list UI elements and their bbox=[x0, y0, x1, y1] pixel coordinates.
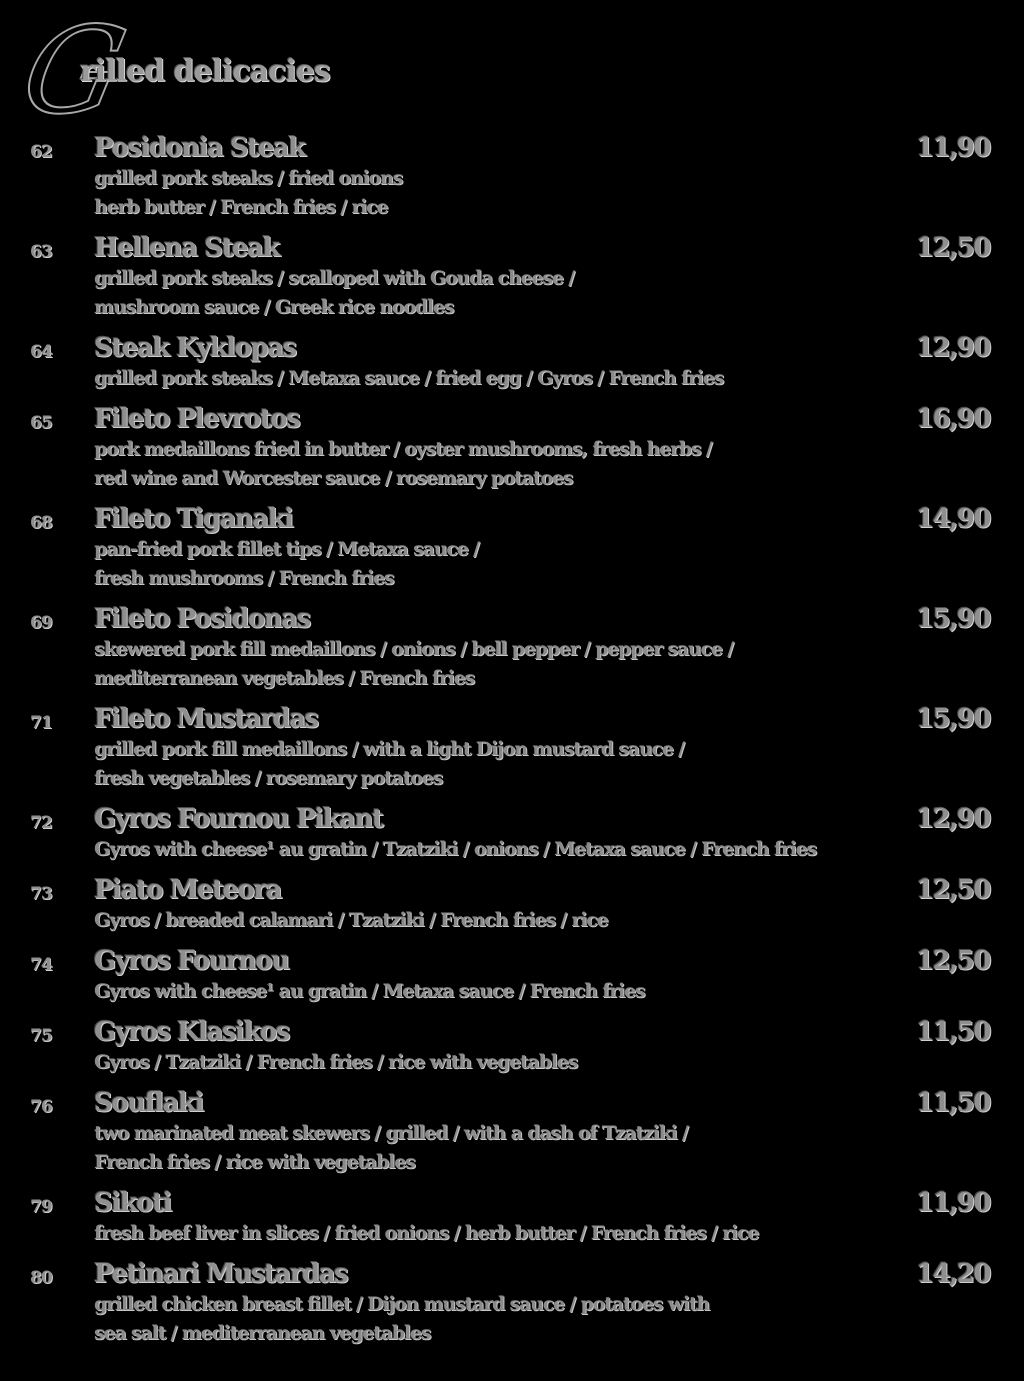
menu-item bbox=[0, 1187, 1024, 1248]
menu-item bbox=[0, 703, 1024, 793]
item-name: Fileto Plevrotos bbox=[94, 404, 300, 434]
item-price: 11,90 bbox=[916, 1188, 990, 1218]
item-description: herb butter / French fries / rice bbox=[94, 196, 388, 218]
item-price: 15,90 bbox=[916, 704, 990, 734]
menu-item bbox=[0, 503, 1024, 593]
item-name: Hellena Steak bbox=[94, 233, 279, 263]
menu-item bbox=[0, 803, 1024, 864]
item-description: fresh mushrooms / French fries bbox=[94, 567, 394, 589]
item-name: Gyros Fournou Pikant bbox=[94, 804, 383, 834]
menu-item bbox=[0, 1016, 1024, 1077]
item-price: 11,90 bbox=[916, 133, 990, 163]
item-number: 63 bbox=[30, 242, 52, 262]
item-price: 12,90 bbox=[916, 333, 990, 363]
section-title bbox=[11, 2, 622, 141]
item-number: 75 bbox=[30, 1026, 52, 1046]
item-description: skewered pork fill medaillons / onions / bell pepper / pepper sauce / bbox=[94, 638, 733, 660]
item-description: grilled chicken breast fillet / Dijon mustard sauce / potatoes with bbox=[94, 1293, 710, 1315]
item-name: Petinari Mustardas bbox=[94, 1259, 348, 1289]
item-description: pan-fried pork fillet tips / Metaxa sauce / bbox=[94, 538, 479, 560]
item-price: 12,50 bbox=[916, 233, 990, 263]
item-number: 65 bbox=[30, 413, 52, 433]
item-name: Posidonia Steak bbox=[94, 133, 305, 163]
item-name: Fileto Tiganaki bbox=[94, 504, 293, 534]
item-name: Gyros Klasikos bbox=[94, 1017, 289, 1047]
menu-item bbox=[0, 1087, 1024, 1177]
item-price: 11,50 bbox=[916, 1088, 990, 1118]
item-price: 12,50 bbox=[916, 946, 990, 976]
item-number: 73 bbox=[30, 884, 52, 904]
menu-list bbox=[0, 132, 1024, 1358]
item-description: two marinated meat skewers / grilled / with a dash of Tzatziki / bbox=[94, 1122, 688, 1144]
item-price: 14,90 bbox=[916, 504, 990, 534]
item-description: grilled pork steaks / fried onions bbox=[94, 167, 403, 189]
menu-item bbox=[0, 403, 1024, 493]
menu-item bbox=[0, 945, 1024, 1006]
section-title-text: rilled delicacies bbox=[80, 54, 330, 89]
item-price: 11,50 bbox=[916, 1017, 990, 1047]
item-name: Steak Kyklopas bbox=[94, 333, 296, 363]
item-number: 79 bbox=[30, 1197, 52, 1217]
item-name: Souflaki bbox=[94, 1088, 203, 1118]
item-number: 64 bbox=[30, 342, 52, 362]
item-number: 68 bbox=[30, 513, 52, 533]
menu-item bbox=[0, 603, 1024, 693]
menu-item bbox=[0, 332, 1024, 393]
item-description: Gyros / breaded calamari / Tzatziki / French fries / rice bbox=[94, 909, 608, 931]
item-name: Fileto Posidonas bbox=[94, 604, 310, 634]
item-number: 71 bbox=[30, 713, 52, 733]
menu-item bbox=[0, 874, 1024, 935]
item-number: 80 bbox=[30, 1268, 52, 1288]
item-description: fresh beef liver in slices / fried onions / herb butter / French fries / rice bbox=[94, 1222, 759, 1244]
item-number: 74 bbox=[30, 955, 52, 975]
item-price: 15,90 bbox=[916, 604, 990, 634]
item-description: French fries / rice with vegetables bbox=[94, 1151, 415, 1173]
item-price: 12,50 bbox=[916, 875, 990, 905]
item-name: Fileto Mustardas bbox=[94, 704, 318, 734]
item-description: Gyros / Tzatziki / French fries / rice with vegetables bbox=[94, 1051, 578, 1073]
item-price: 12,90 bbox=[916, 804, 990, 834]
item-description: grilled pork fill medaillons / with a light Dijon mustard sauce / bbox=[94, 738, 684, 760]
item-description: Gyros with cheese¹ au gratin / Tzatziki / onions / Metaxa sauce / French fries bbox=[94, 838, 817, 860]
item-description: grilled pork steaks / Metaxa sauce / fried egg / Gyros / French fries bbox=[94, 367, 724, 389]
item-description: sea salt / mediterranean vegetables bbox=[94, 1322, 431, 1344]
item-description: mushroom sauce / Greek rice noodles bbox=[94, 296, 454, 318]
item-description: Gyros with cheese¹ au gratin / Metaxa sauce / French fries bbox=[94, 980, 645, 1002]
item-price: 14,20 bbox=[916, 1259, 990, 1289]
item-price: 16,90 bbox=[916, 404, 990, 434]
item-name: Sikoti bbox=[94, 1188, 171, 1218]
menu-item bbox=[0, 232, 1024, 322]
menu-item bbox=[0, 132, 1024, 222]
item-description: fresh vegetables / rosemary potatoes bbox=[94, 767, 443, 789]
item-number: 76 bbox=[30, 1097, 52, 1117]
item-number: 62 bbox=[30, 142, 52, 162]
item-number: 72 bbox=[30, 813, 52, 833]
menu-item bbox=[0, 1258, 1024, 1348]
item-description: red wine and Worcester sauce / rosemary potatoes bbox=[94, 467, 573, 489]
item-name: Piato Meteora bbox=[94, 875, 281, 905]
decorative-initial-g: G bbox=[11, 2, 137, 141]
item-description: grilled pork steaks / scalloped with Gouda cheese / bbox=[94, 267, 574, 289]
item-description: pork medaillons fried in butter / oyster mushrooms, fresh herbs / bbox=[94, 438, 712, 460]
item-name: Gyros Fournou bbox=[94, 946, 289, 976]
item-number: 69 bbox=[30, 613, 52, 633]
item-description: mediterranean vegetables / French fries bbox=[94, 667, 475, 689]
